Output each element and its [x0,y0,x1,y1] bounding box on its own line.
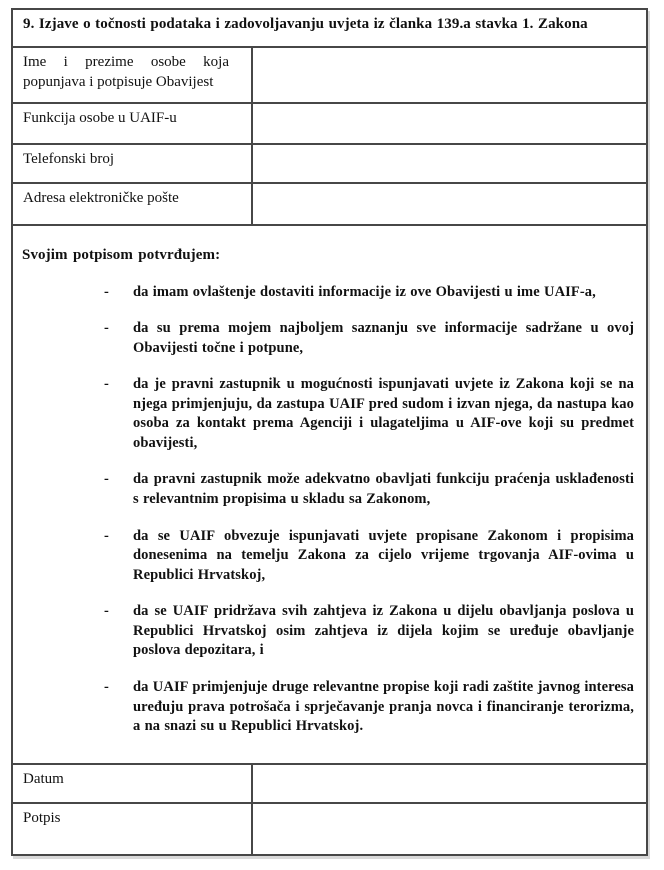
dash-bullet: - [104,283,109,300]
statement-item [104,283,634,303]
section-title: 9. Izjave o točnosti podataka i zadovoljavanju uvjeta iz članka 139.a stavka 1. Zakona [12,9,647,47]
field-row-function [12,103,647,144]
statement-item-text: da se UAIF pridržava svih zahtjeva iz Zakona u dijelu obavljanja poslova u Republici Hrvatskoj osim zahtjeva iz dijela kojim se uređuje obavljanje poslova depozitara, i [133,603,635,659]
field-row-phone [12,144,647,183]
statement-item [104,678,635,737]
field-value-date[interactable] [252,764,647,803]
dash-bullet: - [104,603,109,620]
dash-bullet: - [104,527,109,544]
field-label-email: Adresa elektroničke pošte [12,183,252,225]
field-value-signature[interactable] [252,803,647,855]
field-label-signature: Potpis [12,803,252,855]
statement-item [104,319,635,358]
field-row-email [12,183,647,225]
field-row-name [12,47,647,103]
dash-bullet: - [104,678,109,695]
field-value-name[interactable] [252,47,647,103]
field-value-phone[interactable] [252,144,647,183]
field-value-function[interactable] [252,103,647,144]
statement-item-text: da pravni zastupnik može adekvatno obavljati funkciju praćenja usklađenosti s relevantnim propisima u skladu sa Zakonom, [133,471,635,507]
field-label-phone: Telefonski broj [12,144,252,183]
statement-item-text: da se UAIF obvezuje ispunjavati uvjete propisane Zakonom i propisima donesenima na temelju Zakona za cijelo vrijeme trgovanja AIF-ovima u Republici Hrvatskoj, [133,527,635,583]
statement-heading: Svojim potpisom potvrđujem: [22,247,221,263]
field-row-date [12,764,647,803]
field-row-signature [12,803,647,855]
declaration-form-table [11,8,648,856]
statement-item [104,602,635,661]
statement-item [104,470,635,509]
field-value-email[interactable] [252,183,647,225]
statement-item-text: da UAIF primjenjuje druge relevantne propise koji radi zaštite javnog interesa uređuju prava potrošača i sprječavanje pranja novca i financiranje terorizma, a na snazi su u Republici Hrvatskoj. [133,678,635,735]
statement-cell [12,225,647,764]
field-label-date: Datum [12,764,252,803]
section-title-row [12,9,647,47]
statement-item-text: da su prema mojem najboljem saznanju sve informacije sadržane u ovoj Obavijesti točne i potpune, [133,320,635,356]
statement-row [12,225,647,764]
dash-bullet: - [104,376,109,393]
statement-item [104,527,635,586]
dash-bullet: - [104,320,109,337]
statement-item-text: da imam ovlaštenje dostaviti informacije iz ove Obavijesti u ime UAIF-a, [133,283,596,300]
statement-list [22,283,640,737]
statement-item-text: da je pravni zastupnik u mogućnosti ispunjavati uvjete iz Zakona koji se na njega primjenjuju, da zastupa UAIF pred sudom i izvan njega, da nastupa kao osoba za kontakt prema Agenciji i ulagateljima u AIF-ove koji su predmet obavijesti, [133,376,635,451]
statement-item [104,375,635,453]
field-label-name: Ime i prezime osobe koja popunjava i potpisuje Obavijest [12,47,252,103]
dash-bullet: - [104,471,109,488]
field-label-function: Funkcija osobe u UAIF-u [12,103,252,144]
